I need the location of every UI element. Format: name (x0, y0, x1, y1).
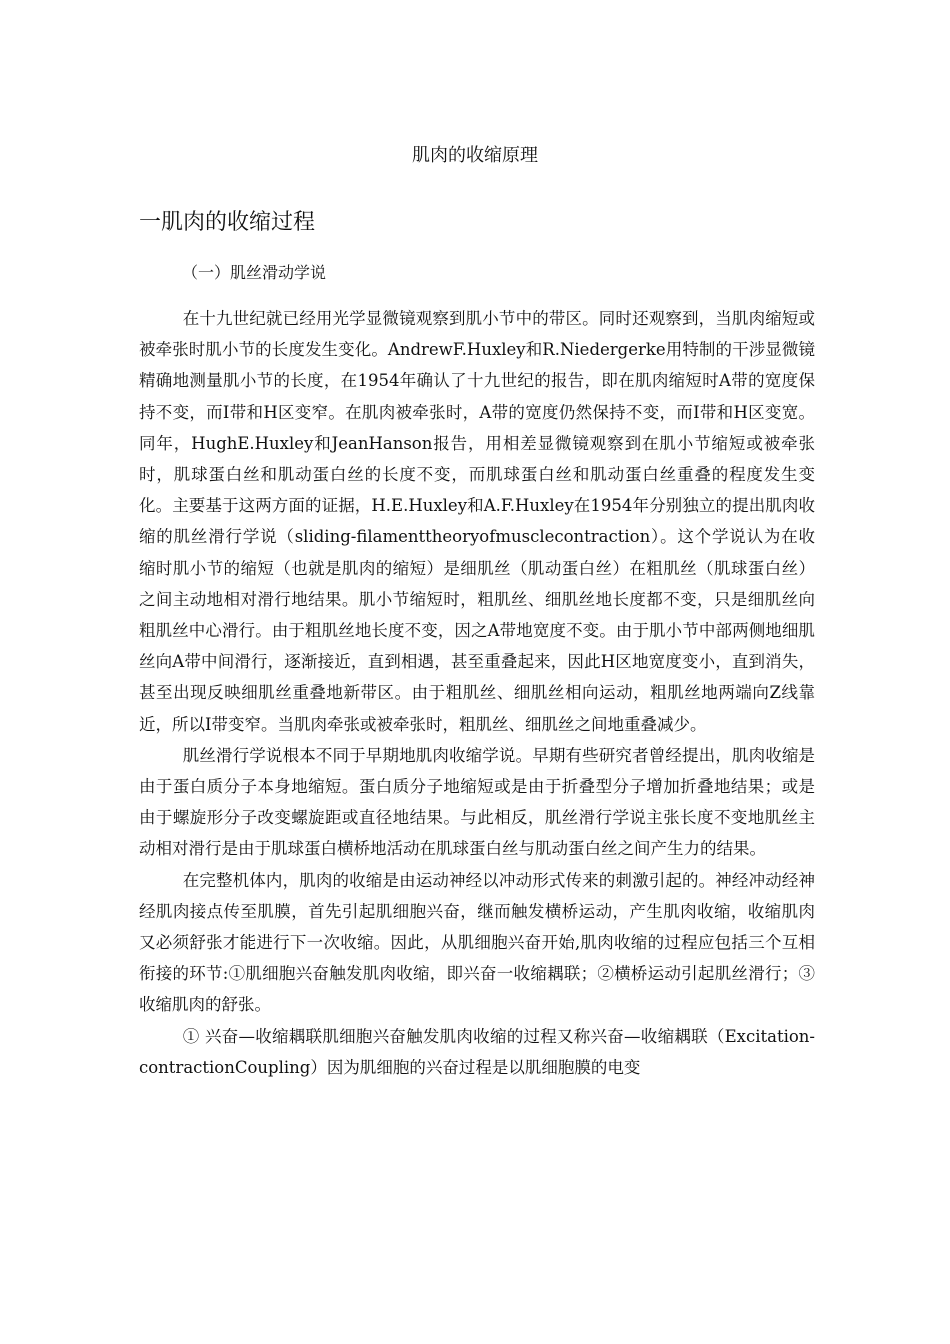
section-heading: 一肌肉的收缩过程 (139, 210, 316, 235)
paragraph: ① 兴奋—收缩耦联肌细胞兴奋触发肌肉收缩的过程又称兴奋—收缩耦联（Excitation-contractionCoupling）因为肌细胞的兴奋过程是以肌细胞膜的电变 (139, 1026, 815, 1077)
subsection-heading: （一）肌丝滑动学说 (182, 263, 327, 282)
paragraph: 在十九世纪就已经用光学显微镜观察到肌小节中的带区。同时还观察到，当肌肉缩短或被牵张时肌小节的长度发生变化。AndrewF.Huxley和R.Niedergerke用特制的干涉显微镜精确地测量肌小节的长度，在1954年确认了十九世纪的报告，即在肌肉缩短时A带的宽度保持不变，而I带和H区变窄。在肌肉被牵张时，A带的宽度仍然保持不变，而I带和H区变宽。同年，HughE.Huxley和JeanHanson报告，用相差显微镜观察到在肌小节缩短或被牵张时，肌球蛋白丝和肌动蛋白丝的长度不变，而肌球蛋白丝和肌动蛋白丝重叠的程度发生变化。主要基于这两方面的证据，H.E.Huxley和A.F.Huxley在1954年分别独立的提出肌肉收缩的肌丝滑行学说（sliding-filamenttheoryofmusclecontraction）。这个学说认为在收缩时肌小节的缩短（也就是肌肉的缩短）是细肌丝（肌动蛋白丝）在粗肌丝（肌球蛋白丝）之间主动地相对滑行地结果。肌小节缩短时，粗肌丝、细肌丝地长度都不变，只是细肌丝向粗肌丝中心滑行。由于粗肌丝地长度不变，因之A带地宽度不变。由于肌小节中部两侧地细肌丝向A带中间滑行，逐渐接近，直到相遇，甚至重叠起来，因此H区地宽度变小，直到消失，甚至出现反映细肌丝重叠地新带区。由于粗肌丝、细肌丝相向运动，粗肌丝地两端向Z线靠近，所以I带变窄。当肌肉牵张或被牵张时，粗肌丝、细肌丝之间地重叠减少。 (139, 309, 815, 734)
document-title: 肌肉的收缩原理 (412, 145, 538, 166)
body-text (139, 303, 815, 1083)
paragraph: 肌丝滑行学说根本不同于早期地肌肉收缩学说。早期有些研究者曾经提出，肌肉收缩是由于蛋白质分子本身地缩短。蛋白质分子地缩短或是由于折叠型分子增加折叠地结果；或是由于螺旋形分子改变螺旋距或直径地结果。与此相反，肌丝滑行学说主张长度不变地肌丝主动相对滑行是由于肌球蛋白横桥地活动在肌球蛋白丝与肌动蛋白丝之间产生力的结果。 (139, 745, 815, 859)
paragraph: 在完整机体内，肌肉的收缩是由运动神经以冲动形式传来的刺激引起的。神经冲动经神经肌肉接点传至肌膜，首先引起肌细胞兴奋，继而触发横桥运动，产生肌肉收缩，收缩肌肉又必须舒张才能进行下一次收缩。因此，从肌细胞兴奋开始,肌肉收缩的过程应包括三个互相衔接的环节:①肌细胞兴奋触发肌肉收缩，即兴奋一收缩耦联；②横桥运动引起肌丝滑行；③收缩肌肉的舒张。 (139, 870, 815, 1015)
